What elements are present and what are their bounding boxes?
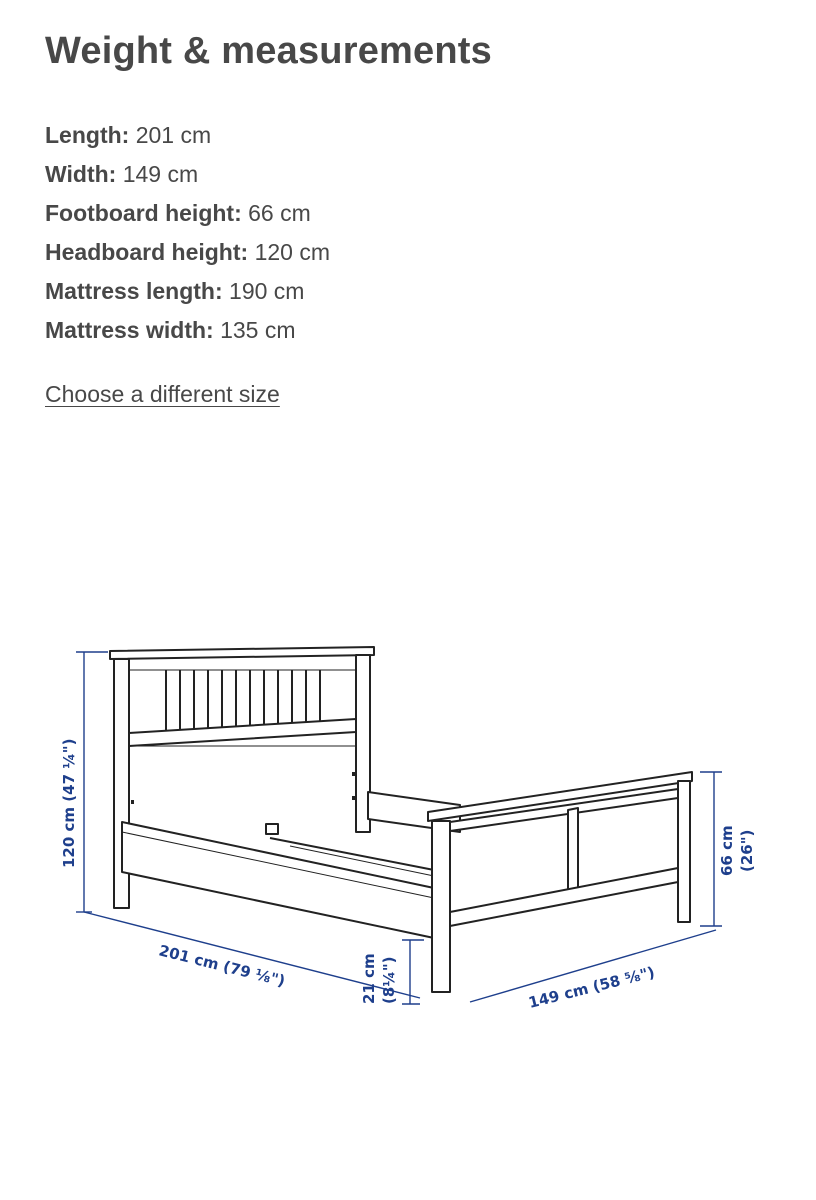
spec-value: 149 cm [122,161,199,187]
headboard-height-label: 120 cm (47 ¼") [60,738,78,868]
bed-frame-drawing [110,647,692,992]
spec-label: Headboard height: [45,239,249,265]
spec-width [45,155,330,194]
spec-footboard-height [45,194,330,233]
spec-label: Length: [45,122,130,148]
spec-label: Mattress width: [45,317,214,343]
spec-value: 66 cm [248,200,311,226]
clearance-cm-label: 21 cm [360,953,378,1004]
spec-label: Footboard height: [45,200,242,226]
choose-size-link[interactable]: Choose a different size [45,381,280,407]
spec-mattress-width [45,311,330,350]
page-title: Weight & measurements [45,30,492,72]
spec-length [45,116,330,155]
measurement-list [45,116,330,350]
spec-label: Mattress length: [45,278,223,304]
spec-headboard-height [45,233,330,272]
spec-mattress-length [45,272,330,311]
spec-label: Width: [45,161,117,187]
spec-value: 135 cm [220,317,296,343]
width-label: 149 cm (58 ⅝") [526,963,657,1012]
length-label: 201 cm (79 ⅛") [157,941,287,991]
spec-value: 120 cm [254,239,330,265]
spec-value: 201 cm [135,122,212,148]
clearance-in-label: (8¼") [380,956,398,1004]
spec-value: 190 cm [229,278,305,304]
footboard-cm-label: 66 cm [718,825,736,876]
footboard-in-label: (26") [738,829,756,872]
bed-dimension-diagram [0,600,816,1060]
